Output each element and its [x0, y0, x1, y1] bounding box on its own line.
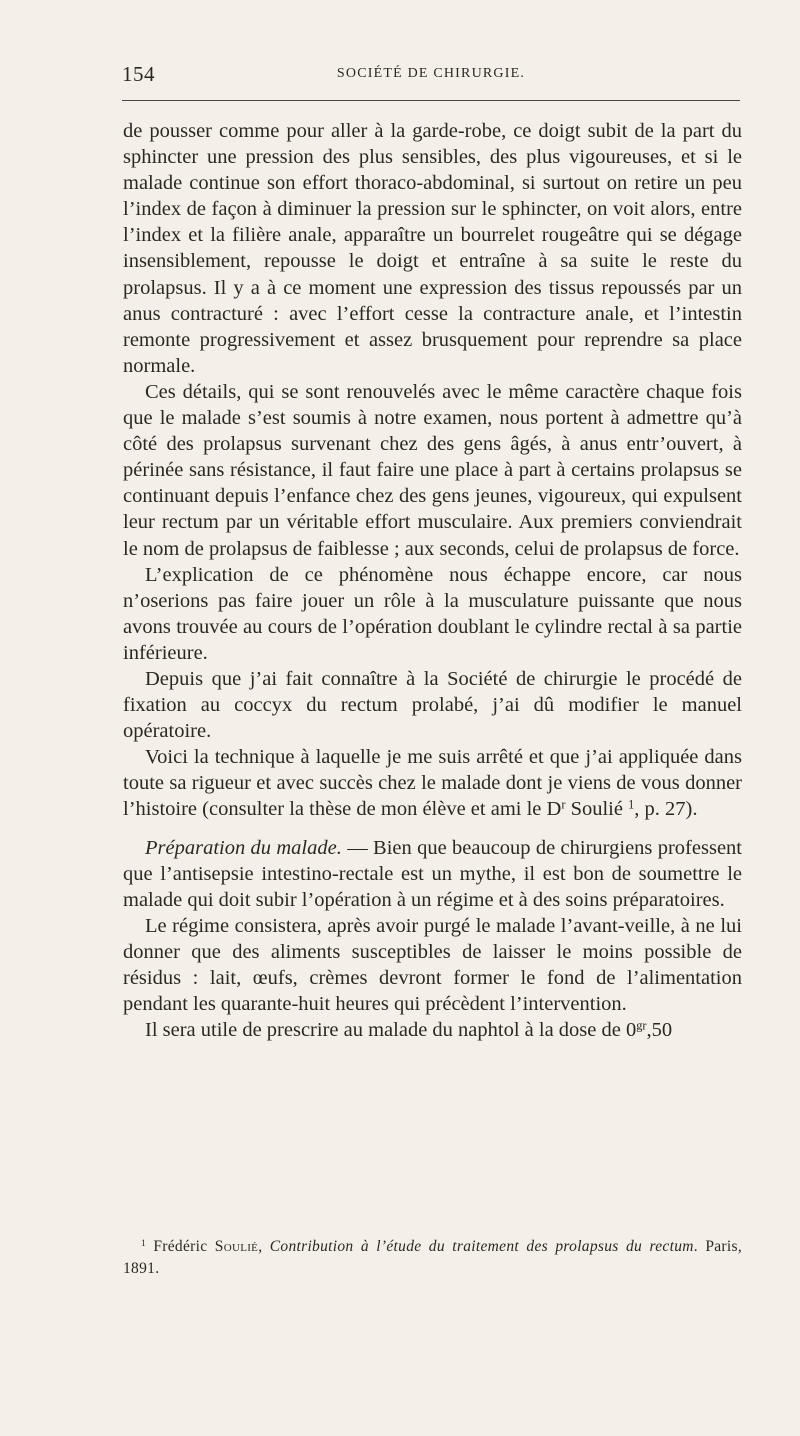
doctor-abbreviation-superscript: r [561, 797, 566, 812]
footnote-marker: 1 [141, 1238, 146, 1249]
paragraph-1: de pousser comme pour aller à la garde-robe, ce doigt subit de la part du sphincter une pression des plus sensibles, des plus vigoureuses, et si le malade continue son effort thoraco-abdominal, si surtout on retire un peu l’index de façon à diminuer la pression sur le sphincter, on voit alors, entre l’index et la filière anale, apparaître un bourrelet rougeâtre qui se dégage insensiblement, repousse le doigt et entraîne à sa suite le reste du prolapsus. Il y a à ce moment une expression des tissus repoussés par un anus contracturé : avec l’effort cesse la contracture anale, et l’intestin remonte progressivement et assez brusquement pour reprendre sa place normale. [123, 120, 742, 377]
footnote-title: Contribution à l’étude du traitement des prolapsus du rectum [269, 1238, 694, 1255]
paragraph-8-end: ,50 [646, 1019, 673, 1042]
paragraph-6 [123, 835, 742, 913]
footnote-rest: . Paris, 1891. [123, 1238, 743, 1277]
footnote-reference: 1 [628, 797, 635, 812]
paragraph-5-end: , p. 27). [634, 798, 698, 821]
footnote-author-first: Frédéric [145, 1238, 215, 1255]
paragraph-8 [123, 1017, 742, 1043]
paragraph-5 [123, 744, 742, 822]
body-text [123, 118, 742, 1043]
footnote-author-last: Soulié [214, 1238, 259, 1255]
footnote [123, 1236, 742, 1280]
footnote-comma: , [258, 1238, 270, 1255]
running-title: SOCIÉTÉ DE CHIRURGIE. [336, 66, 526, 81]
paragraph-4: Depuis que j’ai fait connaître à la Société de chirurgie le procédé de fixation au coccyx du rectum prolabé, j’ai dû modifier le manuel opératoire. [123, 667, 742, 743]
running-header [122, 62, 740, 90]
paragraph-7: Le régime consistera, après avoir purgé le malade l’avant-veille, à ne lui donner que des aliments susceptibles de laisser le moins possible de résidus : lait, œufs, crèmes devront former le fond de l’alimentation pendant les quarante-huit heures qui précèdent l’intervention. [123, 914, 742, 1016]
page-number: 154 [122, 62, 155, 86]
paragraph-5-name: Soulié [565, 798, 623, 821]
paragraph-5-text: Voici la technique à laquelle je me suis arrêté et que j’ai appliquée dans toute sa rigueur et avec succès chez le malade dont je viens de vous donner l’histoire (consulter la thèse de mon élève et ami le D [123, 746, 742, 821]
paragraph-6-text: — Bien que beaucoup de chirurgiens professent que l’antisepsie intestino-rectale est un mythe, il est bon de soumettre le malade qui doit subir l’opération à un régime et à des soins préparatoires. [123, 836, 742, 911]
paragraph-8-text: Il sera utile de prescrire au malade du naphtol à la dose de 0 [145, 1019, 637, 1042]
section-heading: Préparation du malade. [145, 836, 342, 859]
paragraph-3: L’explication de ce phénomène nous échappe encore, car nous n’oserions pas faire jouer un rôle à la musculature puissante que nous avons trouvée au cours de l’opération doublant le cylindre rectal à sa partie inférieure. [123, 563, 742, 664]
gram-unit-superscript: gr [636, 1018, 647, 1033]
paragraph-2: Ces détails, qui se sont renouvelés avec le même caractère chaque fois que le malade s’est soumis à notre examen, nous portent à admettre qu’à côté des prolapsus survenant chez des gens âgés, à anus entr’ouvert, à périnée sans résistance, il faut faire une place à part à certains prolapsus se continuant depuis l’enfance chez des gens jeunes, vigoureux, qui expulsent leur rectum par un véritable effort musculaire. Aux premiers conviendrait le nom de prolapsus de faiblesse ; aux seconds, celui de prolapsus de force. [123, 380, 742, 560]
header-rule [122, 100, 740, 101]
